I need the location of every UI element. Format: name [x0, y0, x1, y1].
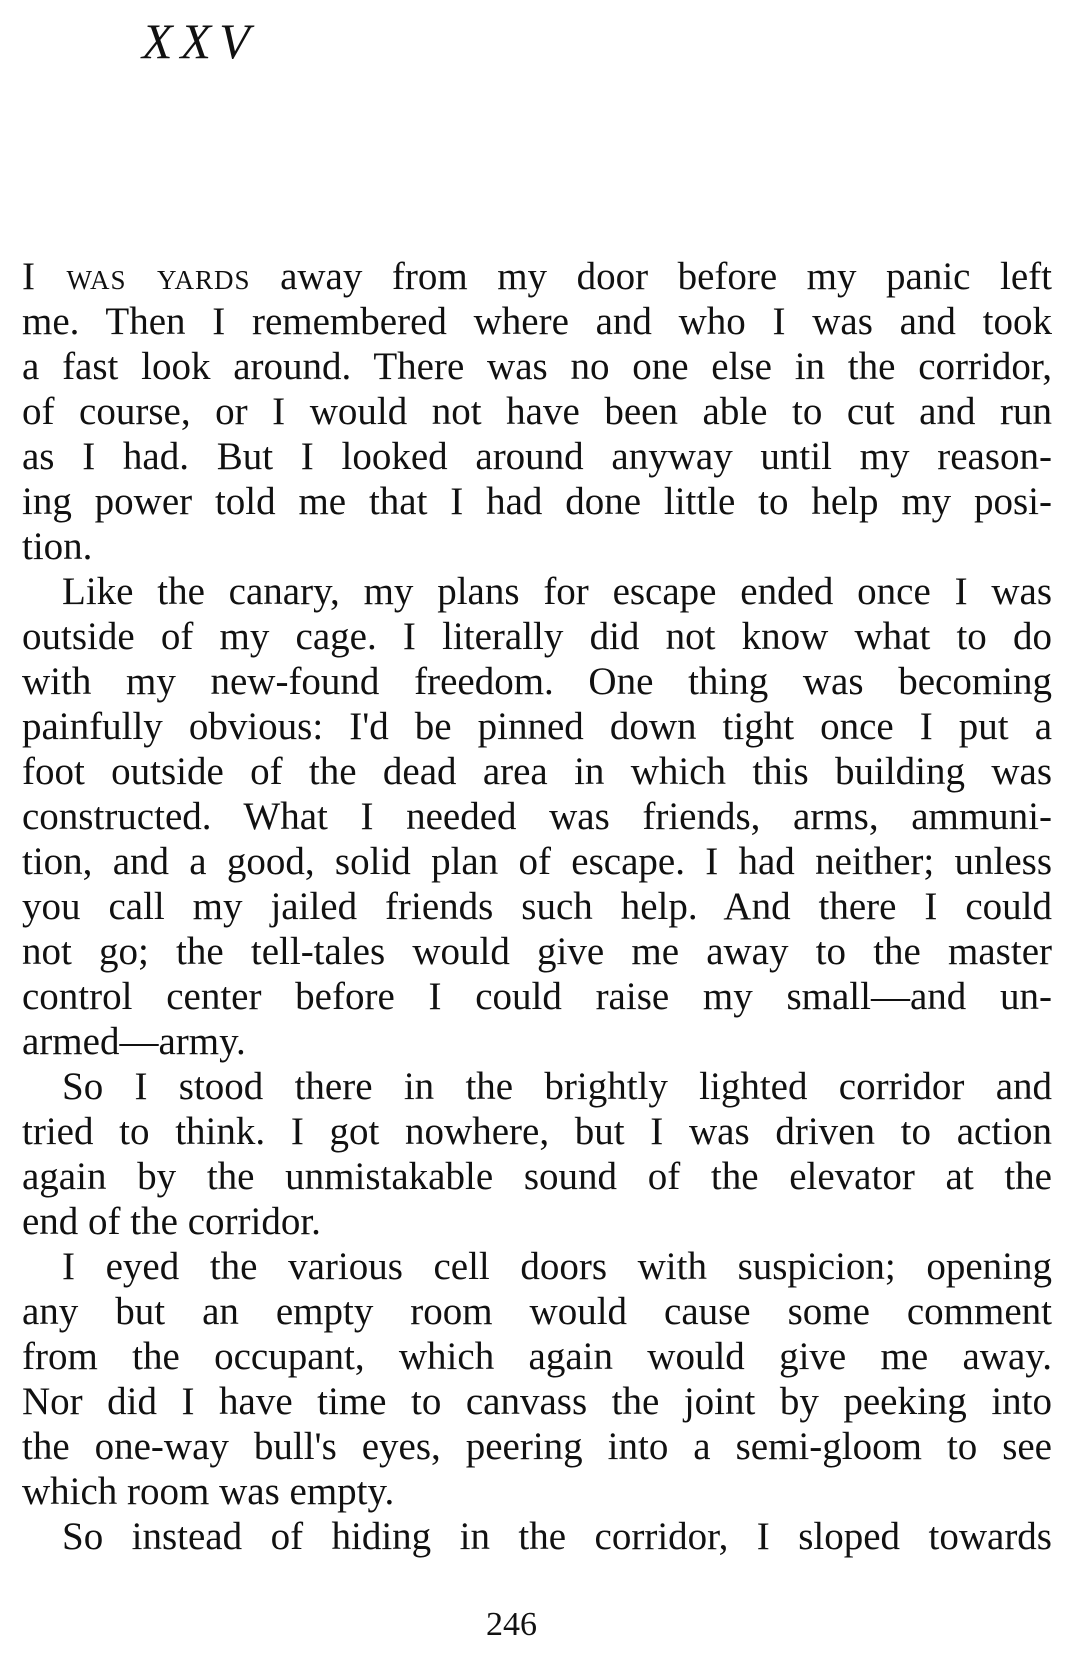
text-line: of course, or I would not have been able to cut and run: [22, 390, 1052, 433]
body-text: [22, 254, 1052, 1559]
small-caps-lead: I was yards: [22, 255, 251, 298]
text-line: you call my jailed friends such help. And there I could: [22, 885, 1052, 928]
text-line: end of the corridor.: [22, 1200, 321, 1243]
text-line: painfully obvious: I'd be pinned down tight once I put a: [22, 705, 1052, 748]
text-line: any but an empty room would cause some comment: [22, 1290, 1052, 1333]
chapter-heading: XXV: [142, 13, 258, 69]
text-line: constructed. What I needed was friends, arms, ammuni-: [22, 795, 1052, 838]
text-line: a fast look around. There was no one else in the corridor,: [22, 345, 1052, 388]
text-line: with my new-found freedom. One thing was becoming: [22, 660, 1052, 703]
text-line: I was yards away from my door before my panic left: [22, 255, 1052, 298]
text-line: control center before I could raise my small—and un-: [22, 975, 1052, 1018]
text-line: tion, and a good, solid plan of escape. I had neither; unless: [22, 840, 1052, 883]
text-line: So I stood there in the brightly lighted corridor and: [62, 1065, 1052, 1108]
text-line: again by the unmistakable sound of the elevator at the: [22, 1155, 1052, 1198]
text-line: tried to think. I got nowhere, but I was driven to action: [22, 1110, 1052, 1153]
page-number: 246: [486, 1606, 537, 1643]
text-line: Like the canary, my plans for escape ended once I was: [62, 570, 1052, 613]
text-line: I eyed the various cell doors with suspicion; opening: [62, 1245, 1052, 1288]
text-line: which room was empty.: [22, 1470, 395, 1513]
text-line: So instead of hiding in the corridor, I sloped towards: [62, 1515, 1052, 1558]
text-line: foot outside of the dead area in which this building was: [22, 750, 1052, 793]
text-line: me. Then I remembered where and who I was and took: [22, 300, 1052, 343]
text-line: the one-way bull's eyes, peering into a semi-gloom to see: [22, 1425, 1052, 1468]
text-line: as I had. But I looked around anyway until my reason-: [22, 435, 1052, 478]
text-line: not go; the tell-tales would give me away to the master: [22, 930, 1052, 973]
text-line: tion.: [22, 525, 93, 568]
text-line: outside of my cage. I literally did not know what to do: [22, 615, 1052, 658]
text-line: ing power told me that I had done little to help my posi-: [22, 480, 1052, 523]
text-line: armed—army.: [22, 1020, 246, 1063]
text-line: from the occupant, which again would give me away.: [22, 1335, 1052, 1378]
text-line: Nor did I have time to canvass the joint by peeking into: [22, 1380, 1052, 1423]
